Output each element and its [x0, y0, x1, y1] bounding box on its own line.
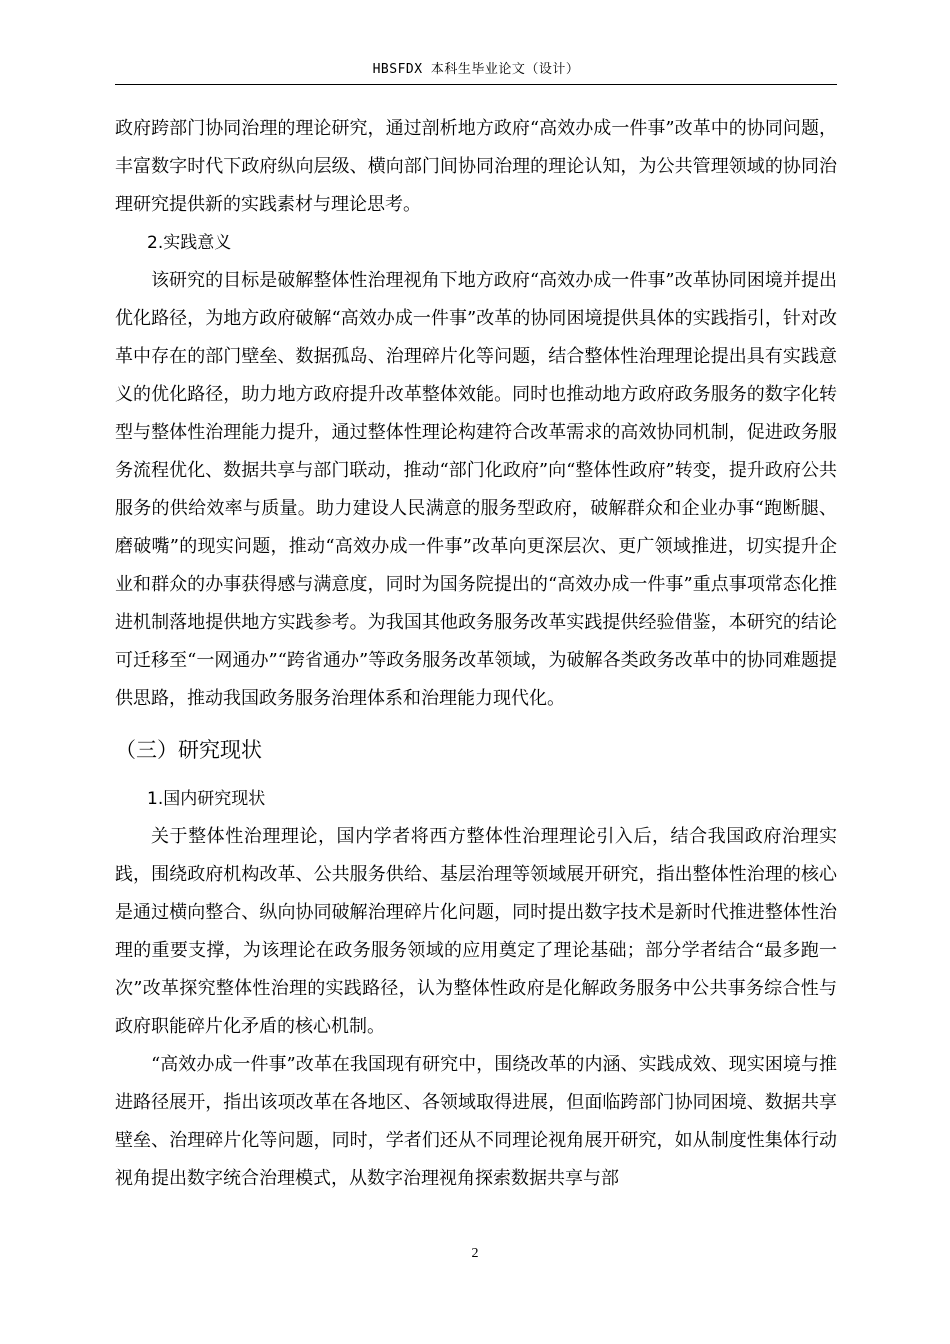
paragraph-theory-continued: 政府跨部门协同治理的理论研究，通过剖析地方政府“高效办成一件事”改革中的协同问题，丰富数字时代下政府纵向层级、横向部门间协同治理的理论认知，为公共管理领域的协同治理研究提供新的实践素材与理论思考。 [115, 118, 837, 215]
subheading-practical-significance: 2.实践意义 [147, 233, 232, 253]
subheading-domestic-status: 1.国内研究现状 [147, 789, 266, 809]
paragraph-practical-significance: 该研究的目标是破解整体性治理视角下地方政府“高效办成一件事”改革协同困境并提出优化路径，为地方政府破解“高效办成一件事”改革的协同困境提供具体的实践指引，针对改革中存在的部门壁垒、数据孤岛、治理碎片化等问题，结合整体性治理理论提出具有实践意义的优化路径，助力地方政府提升改革整体效能。同时也推动地方政府政务服务的数字化转型与整体性治理能力提升，通过整体性理论构建符合改革需求的高效协同机制，促进政务服务流程优化、数据共享与部门联动，推动“部门化政府”向“整体性政府”转变，提升政府公共服务的供给效率与质量。助力建设人民满意的服务型政府，破解群众和企业办事“跑断腿、磨破嘴”的现实问题，推动“高效办成一件事”改革向更深层次、更广领域推进，切实提升企业和群众的办事获得感与满意度，同时为国务院提出的“高效办成一件事”重点事项常态化推进机制落地提供地方实践参考。为我国其他政务服务改革实践提供经验借鉴，本研究的结论可迁移至“一网通办”“跨省通办”等政务服务改革领域，为破解各类政务改革中的协同难题提供思路，推动我国政务服务治理体系和治理能力现代化。 [115, 270, 837, 709]
page-body [115, 110, 837, 1198]
paragraph-reform-research: “高效办成一件事”改革在我国现有研究中，围绕改革的内涵、实践成效、现实困境与推进路径展开，指出该项改革在各地区、各领域取得进展，但面临跨部门协同困境、数据共享壁垒、治理碎片化等问题，同时，学者们还从不同理论视角展开研究，如从制度性集体行动视角提出数字统合治理模式，从数字治理视角探索数据共享与部 [115, 1054, 837, 1189]
section-heading-research-status: （三）研究现状 [115, 738, 262, 762]
page-number: 2 [471, 1246, 479, 1261]
running-header: HBSFDX 本科生毕业论文（设计） [372, 62, 580, 77]
header-rule [115, 84, 837, 85]
paragraph-holistic-governance: 关于整体性治理理论，国内学者将西方整体性治理理论引入后，结合我国政府治理实践，围绕政府机构改革、公共服务供给、基层治理等领域展开研究，指出整体性治理的核心是通过横向整合、纵向协同破解治理碎片化问题，同时提出数字技术是新时代推进整体性治理的重要支撑，为该理论在政务服务领域的应用奠定了理论基础；部分学者结合“最多跑一次”改革探究整体性治理的实践路径，认为整体性政府是化解政务服务中公共事务综合性与政府职能碎片化矛盾的核心机制。 [115, 826, 837, 1037]
